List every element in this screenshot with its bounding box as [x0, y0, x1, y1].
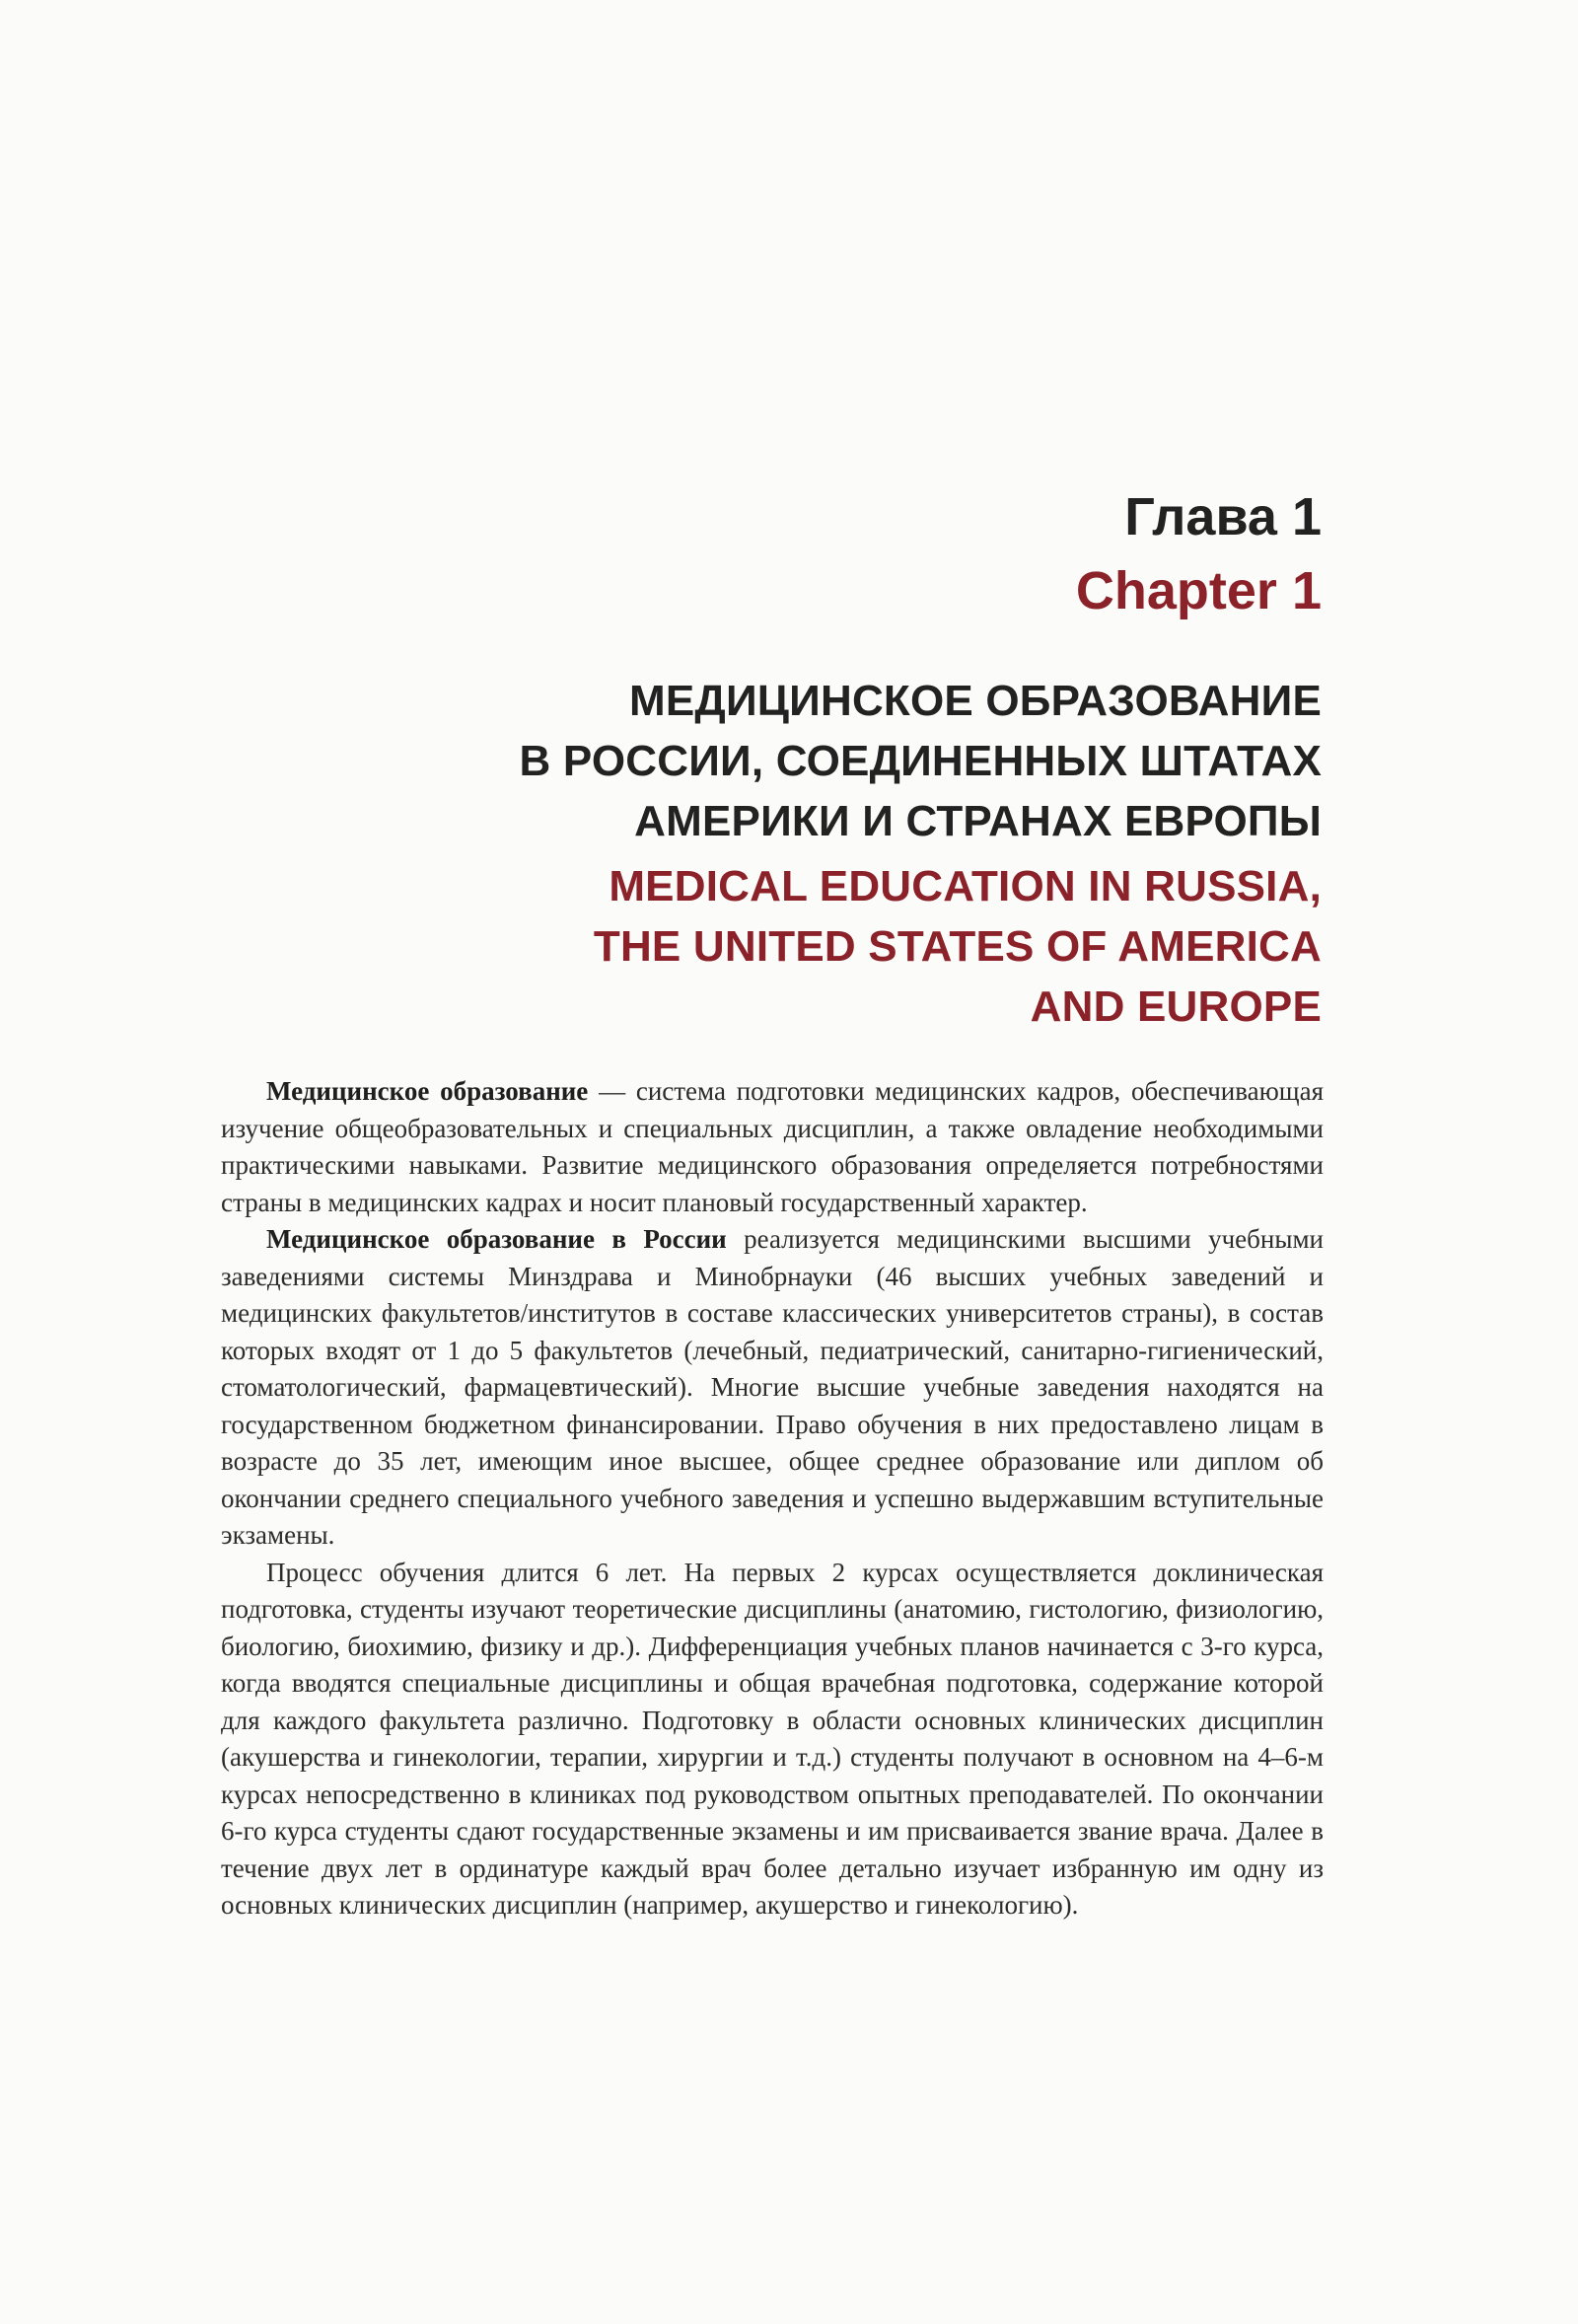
- paragraph-lead-term: Медицинское образование: [266, 1076, 589, 1106]
- chapter-title-en-line: THE UNITED STATES OF AMERICA: [593, 922, 1322, 971]
- chapter-title-ru: [197, 671, 1322, 851]
- paragraph: [221, 1555, 1324, 1925]
- chapter-title-ru-line: В РОССИИ, СОЕДИНЕННЫХ ШТАТАХ: [519, 737, 1322, 785]
- chapter-title-en-line: AND EUROPE: [1030, 982, 1322, 1031]
- paragraph: [221, 1073, 1324, 1221]
- paragraph-text: реализуется медицинскими высшими учебными заведениями системы Минздрава и Минобрнауки (46 высших учебных заведений и медицинских факультетов/институтов в составе классических университетов страны), в состав которых входят от 1 до 5 факультетов (лечебный, педиатрический, санитарно-гигиенический, стоматологический, фармацевтический). Многие высшие учебные заведения находятся на государственном бюджетном финансировании. Право обучения в них предоставлено лицам в возрасте до 35 лет, имеющим иное высшее, общее среднее образование или диплом об окончании среднего специального учебного заведения и успешно выдержавшим вступительные экзамены.: [221, 1224, 1324, 1550]
- paragraph-text: — система подготовки медицинских кадров, обеспечивающая изучение общеобразовательных и специальных дисциплин, а также овладение необходимыми практическими навыками. Развитие медицинского образования определяется потребностями страны в медицинских кадрах и носит плановый государственный характер.: [221, 1076, 1324, 1217]
- chapter-title-ru-line: АМЕРИКИ И СТРАНАХ ЕВРОПЫ: [634, 797, 1322, 845]
- paragraph: [221, 1221, 1324, 1555]
- paragraph-text: Процесс обучения длится 6 лет. На первых 2 курсах осуществляется доклиническая подготовка, студенты изучают теоретические дисциплины (анатомию, гистологию, физиологию, биологию, биохимию, физику и др.). Дифференциация учебных планов начинается с 3-го курса, когда вводятся специальные дисциплины и общая врачебная подготовка, содержание которой для каждого факультета различно. Подготовку в области основных клинических дисциплин (акушерства и гинекологии, терапии, хирургии и т.д.) студенты получают в основном на 4–6-м курсах непосредственно в клиниках под руководством опытных преподавателей. По окончании 6-го курса студенты сдают государственные экзамены и им присваивается звание врача. Далее в течение двух лет в ординатуре каждый врач более детально изучает избранную им одну из основных клинических дисциплин (например, акушерство и гинекологию).: [221, 1557, 1324, 1920]
- paragraph-lead-term: Медицинское образование в России: [266, 1224, 727, 1254]
- body-text: [221, 1073, 1324, 1925]
- chapter-title-ru-line: МЕДИЦИНСКОЕ ОБРАЗОВАНИЕ: [629, 677, 1322, 725]
- chapter-title-en: [197, 856, 1322, 1037]
- chapter-label-ru: Глава 1: [1124, 487, 1322, 546]
- chapter-title-en-line: MEDICAL EDUCATION IN RUSSIA,: [609, 862, 1322, 910]
- chapter-label-en: Chapter 1: [1075, 561, 1322, 620]
